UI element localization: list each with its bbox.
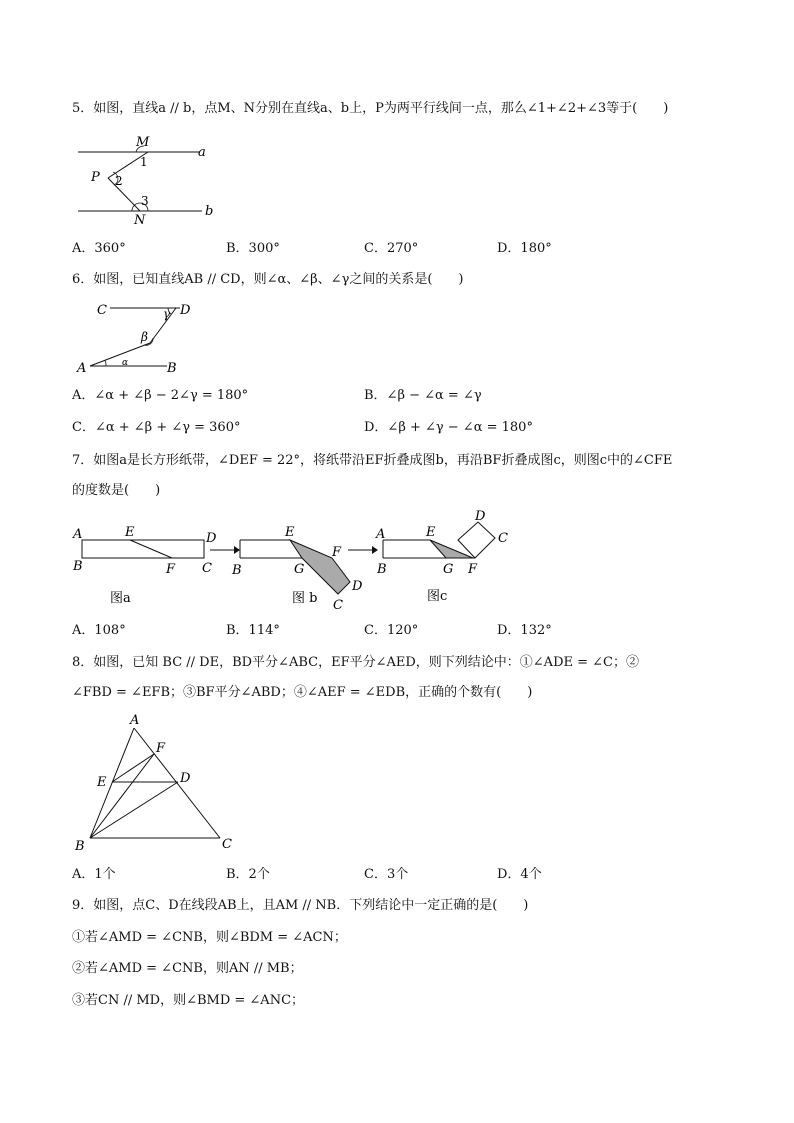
q8-label-D: D: [180, 771, 191, 786]
q7-c-label-G: G: [443, 562, 454, 577]
q5-label-N: N: [134, 213, 146, 228]
q7-a-label-A: A: [73, 527, 83, 542]
q5-option-b[interactable]: B．300°: [226, 241, 280, 256]
q6-label-beta: β: [141, 330, 148, 344]
q6-label-C: C: [97, 303, 107, 318]
q7-figure: [70, 510, 520, 615]
q9-item-1: ①若∠AMD = ∠CNB，则∠BDM = ∠ACN；: [72, 930, 347, 945]
q8-option-a[interactable]: A．1个: [72, 867, 116, 882]
q7-option-a[interactable]: A．108°: [72, 623, 126, 638]
q9-item-2: ②若∠AMD = ∠CNB，则AN // MB；: [72, 961, 303, 976]
q6-option-c[interactable]: C．∠α + ∠β + ∠γ = 360°: [72, 420, 241, 435]
q5-label-1: 1: [140, 155, 148, 169]
q8-label-B: B: [75, 839, 85, 854]
q5-option-c[interactable]: C．270°: [364, 241, 419, 256]
q7-c-label-A: A: [376, 527, 386, 542]
q8-figure: [70, 710, 250, 854]
q7-a-label-D: D: [206, 531, 217, 546]
q8-option-c[interactable]: C．3个: [364, 867, 409, 882]
q6-option-a[interactable]: A．∠α + ∠β − 2∠γ = 180°: [72, 388, 249, 403]
q7-option-c[interactable]: C．120°: [364, 623, 419, 638]
q6-label-alpha: α: [122, 358, 129, 368]
q5-label-b: b: [205, 204, 214, 219]
q8-label-C: C: [222, 837, 232, 852]
q7-caption-a: 图a: [110, 591, 131, 606]
q7-stem-line1: 7．如图a是长方形纸带，∠DEF = 22°，将纸带沿EF折叠成图b，再沿BF折叠成图c，则图c中的∠CFE: [72, 453, 673, 468]
q7-b-label-G: G: [294, 562, 305, 577]
q8-option-d[interactable]: D．4个: [497, 867, 542, 882]
q6-figure: [72, 300, 202, 375]
q7-b-label-F: F: [332, 545, 342, 560]
q7-c-label-D: D: [475, 509, 486, 524]
q5-label-2: 2: [115, 174, 123, 188]
q7-caption-c: 图c: [427, 589, 448, 604]
q7-option-b[interactable]: B．114°: [226, 623, 280, 638]
q7-stem-line2: 的度数是( ): [72, 483, 161, 498]
q5-label-P: P: [91, 170, 100, 185]
q7-a-label-E: E: [125, 525, 135, 540]
q7-b-label-D: D: [352, 579, 363, 594]
q7-c-label-F: F: [468, 562, 478, 577]
q5-figure: [70, 132, 220, 227]
q5-stem: 5．如图，直线a // b，点M、N分别在直线a、b上，P为两平行线间一点，那么∠1+∠2+∠3等于( ): [72, 101, 669, 116]
q7-a-label-B: B: [73, 559, 83, 574]
q8-stem-line1: 8．如图，已知 BC // DE，BD平分∠ABC，EF平分∠AED，则下列结论中：①∠ADE = ∠C；②: [72, 655, 639, 670]
q5-label-M: M: [136, 135, 150, 150]
q7-c-label-E: E: [426, 525, 436, 540]
q7-b-label-B: B: [232, 563, 242, 578]
q8-option-b[interactable]: B．2个: [226, 867, 270, 882]
q9-item-3: ③若CN // MD，则∠BMD = ∠ANC；: [72, 993, 305, 1008]
q7-caption-b: 图 b: [292, 591, 318, 606]
q7-c-label-C: C: [498, 531, 508, 546]
q5-option-a[interactable]: A．360°: [72, 241, 126, 256]
q7-b-label-C: C: [333, 598, 343, 613]
q7-a-label-F: F: [166, 562, 176, 577]
q8-label-E: E: [97, 775, 107, 790]
q5-label-a: a: [198, 145, 206, 160]
q5-label-3: 3: [141, 194, 149, 208]
q7-option-d[interactable]: D．132°: [497, 623, 552, 638]
q7-b-label-E: E: [285, 525, 295, 540]
q5-option-d[interactable]: D．180°: [497, 241, 552, 256]
q7-a-label-C: C: [202, 561, 212, 576]
q7-c-label-B: B: [377, 562, 387, 577]
q6-label-B: B: [167, 361, 177, 376]
q6-option-b[interactable]: B．∠β − ∠α = ∠γ: [364, 388, 482, 403]
q6-label-A: A: [77, 361, 87, 376]
q6-label-gamma: γ: [163, 307, 171, 321]
q6-stem: 6．如图，已知直线AB // CD，则∠α、∠β、∠γ之间的关系是( ): [72, 272, 464, 287]
q8-label-F: F: [156, 741, 166, 756]
q8-label-A: A: [130, 713, 140, 728]
q6-option-d[interactable]: D．∠β + ∠γ − ∠α = 180°: [364, 420, 533, 435]
q9-stem: 9．如图，点C、D在线段AB上，且AM // NB．下列结论中一定正确的是( ): [72, 898, 529, 913]
q6-label-D: D: [180, 303, 191, 318]
q8-stem-line2: ∠FBD = ∠EFB；③BF平分∠ABD；④∠AEF = ∠EDB，正确的个数有( ): [72, 685, 533, 700]
